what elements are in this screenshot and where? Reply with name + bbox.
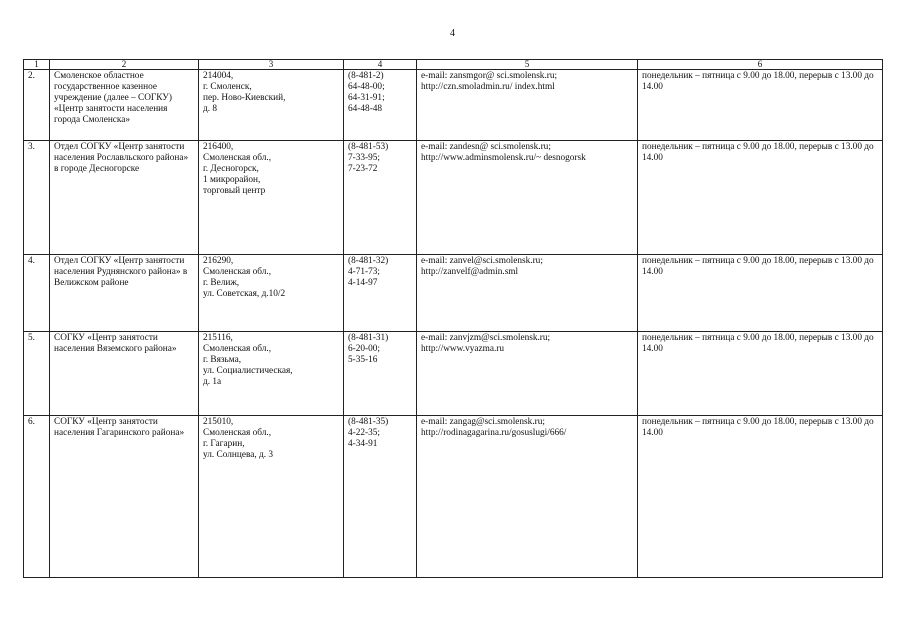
table-row [24, 70, 883, 141]
address-cell [199, 70, 344, 141]
email-text: e-mail: zanvel@sci.smolensk.ru; [421, 256, 543, 266]
contact-cell [417, 141, 638, 255]
phone-line: 6-20-00; [348, 344, 381, 354]
phone-line: (8-481-35) [348, 417, 389, 427]
address-line: 216400, [203, 142, 234, 152]
header-col-1: 1 [24, 60, 50, 70]
address-line: 1 микрорайон, [203, 175, 261, 185]
address-line: г. Десногорск, [203, 164, 259, 174]
row-number: 3. [24, 141, 50, 255]
organization-name [50, 332, 199, 416]
organization-name-text: Смоленское областное государственное казенное учреждение (далее – СОГКУ) «Центр занятости населения города Смоленска» [54, 71, 172, 125]
schedule-cell [638, 255, 883, 332]
address-line: г. Гагарин, [203, 439, 245, 449]
address-line: Смоленская обл., [203, 344, 272, 354]
address-line: 215010, [203, 417, 234, 427]
schedule-cell [638, 70, 883, 141]
header-col-4: 4 [344, 60, 417, 70]
schedule-text: понедельник – пятница с 9.00 до 18.00, перерыв с 13.00 до 14.00 [642, 256, 874, 277]
row-number: 4. [24, 255, 50, 332]
address-cell [199, 255, 344, 332]
schedule-text: понедельник – пятница с 9.00 до 18.00, перерыв с 13.00 до 14.00 [642, 333, 874, 354]
header-col-3: 3 [199, 60, 344, 70]
address-line: д. 1а [203, 377, 222, 387]
address-line: Смоленская обл., [203, 267, 272, 277]
phones-cell [344, 70, 417, 141]
organization-name-text: СОГКУ «Центр занятости населения Вяземского района» [54, 333, 177, 354]
organization-name [50, 141, 199, 255]
contact-cell [417, 416, 638, 578]
email-text: e-mail: zandesn@ sci.smolensk.ru; [421, 142, 551, 152]
phones-cell [344, 416, 417, 578]
website-link[interactable]: http://czn.smoladmin.ru/ index.html [421, 82, 555, 92]
table-header-row [24, 60, 883, 70]
employment-centers-table [23, 59, 883, 578]
table-row [24, 416, 883, 578]
phone-line: 4-34-91 [348, 439, 378, 449]
phone-line: (8-481-53) [348, 142, 389, 152]
organization-name [50, 255, 199, 332]
schedule-text: понедельник – пятница с 9.00 до 18.00, перерыв с 13.00 до 14.00 [642, 142, 874, 163]
website-link[interactable]: http://zanvelf@admin.sml [421, 267, 519, 277]
address-line: Смоленская обл., [203, 428, 272, 438]
header-col-6: 6 [638, 60, 883, 70]
phone-line: 5-35-16 [348, 355, 378, 365]
schedule-text: понедельник – пятница с 9.00 до 18.00, перерыв с 13.00 до 14.00 [642, 417, 874, 438]
website-link[interactable]: http://www.adminsmolensk.ru/~ desnogorsk [421, 153, 586, 163]
address-line: торговый центр [203, 186, 266, 196]
website-link[interactable]: http://www.vyazma.ru [421, 344, 505, 354]
phone-line: (8-481-31) [348, 333, 389, 343]
organization-name-text: Отдел СОГКУ «Центр занятости населения Рославльского района» в городе Десногорске [54, 142, 189, 174]
address-line: ул. Солнцева, д. 3 [203, 450, 274, 460]
email-text: e-mail: zansmgor@ sci.smolensk.ru; [421, 71, 558, 81]
phones-cell [344, 141, 417, 255]
phone-line: 64-48-00; [348, 82, 385, 92]
phone-line: (8-481-2) [348, 71, 384, 81]
address-line: д. 8 [203, 104, 218, 114]
schedule-cell [638, 141, 883, 255]
organization-name [50, 70, 199, 141]
phone-line: 64-48-48 [348, 104, 383, 114]
address-line: пер. Ново-Киевский, [203, 93, 286, 103]
address-cell [199, 332, 344, 416]
header-col-2: 2 [50, 60, 199, 70]
address-cell [199, 416, 344, 578]
website-link[interactable]: http://rodinagagarina.ru/gosuslugi/666/ [421, 428, 567, 438]
table-row [24, 255, 883, 332]
page-number: 4 [450, 28, 455, 39]
organization-name-text: Отдел СОГКУ «Центр занятости населения Руднянского района» в Велижском районе [54, 256, 188, 288]
row-number: 6. [24, 416, 50, 578]
phone-line: 4-71-73; [348, 267, 381, 277]
address-line: 216290, [203, 256, 234, 266]
row-number: 5. [24, 332, 50, 416]
organization-name-text: СОГКУ «Центр занятости населения Гагаринского района» [54, 417, 185, 438]
address-line: 215116, [203, 333, 233, 343]
address-line: 214004, [203, 71, 234, 81]
table-row [24, 332, 883, 416]
address-line: ул. Социалистическая, [203, 366, 293, 376]
address-line: г. Вязьма, [203, 355, 242, 365]
address-line: Смоленская обл., [203, 153, 272, 163]
contact-cell [417, 332, 638, 416]
table-row [24, 141, 883, 255]
phone-line: (8-481-32) [348, 256, 389, 266]
phones-cell [344, 332, 417, 416]
schedule-cell [638, 416, 883, 578]
phone-line: 4-22-35; [348, 428, 381, 438]
row-number: 2. [24, 70, 50, 141]
address-line: ул. Советская, д.10/2 [203, 289, 286, 299]
address-line: г. Смоленск, [203, 82, 252, 92]
phones-cell [344, 255, 417, 332]
contact-cell [417, 255, 638, 332]
phone-line: 7-33-95; [348, 153, 381, 163]
contact-cell [417, 70, 638, 141]
organization-name [50, 416, 199, 578]
phone-line: 7-23-72 [348, 164, 378, 174]
schedule-text: понедельник – пятница с 9.00 до 18.00, перерыв с 13.00 до 14.00 [642, 71, 874, 92]
schedule-cell [638, 332, 883, 416]
phone-line: 64-31-91; [348, 93, 385, 103]
header-col-5: 5 [417, 60, 638, 70]
email-text: e-mail: zangag@sci.smolensk.ru; [421, 417, 545, 427]
address-cell [199, 141, 344, 255]
email-text: e-mail: zanvjzm@sci.smolensk.ru; [421, 333, 551, 343]
phone-line: 4-14-97 [348, 278, 378, 288]
address-line: г. Велиж, [203, 278, 240, 288]
